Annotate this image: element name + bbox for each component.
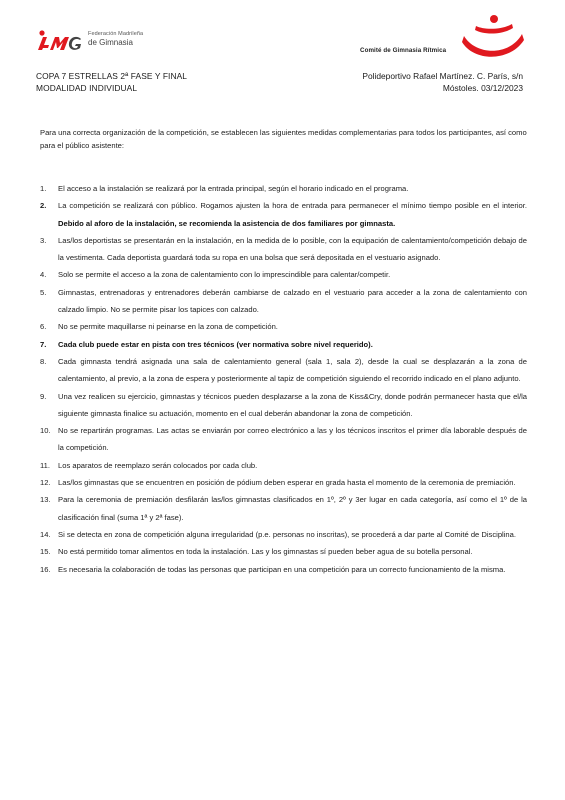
- org-name: de Gimnasia: [88, 38, 133, 47]
- list-item: 14. Si se detecta en zona de competición alguna irregularidad (p.e. personas no inscritas), se procederá a dar parte al Comité de Disciplina.: [40, 529, 516, 539]
- venue-date: Móstoles. 03/12/2023: [442, 83, 523, 93]
- event-info: [36, 70, 187, 94]
- intro-paragraph: Para una correcta organización de la competición, se establecen las siguientes medidas complementarias para todos los participantes, así como para el público asistente:: [40, 128, 527, 150]
- list-item: 1. El acceso a la instalación se realizará por la entrada principal, según el horario indicado en el programa.: [40, 184, 409, 193]
- org-subtitle: Federación Madrileña: [88, 31, 144, 37]
- committee-name: Comité de Gimnasia Rítmica: [360, 47, 447, 54]
- list-item: 5. Gimnastas, entrenadoras y entrenadores deberán cambiarse de calzado en el vestuario para acceder a la zona de calentamiento con calzado limpio. No se permite pisar los tapices con calzado.: [40, 287, 527, 315]
- list-item: 12. Las/los gimnastas que se encuentren en posición de pódium deben esperar en grada hasta el momento de la ceremonia de premiación.: [40, 478, 516, 488]
- list-item: 7. Cada club puede estar en pista con tres técnicos (ver normativa sobre nivel requerido).: [40, 339, 373, 349]
- fmg-logo-icon: [36, 28, 88, 56]
- list-item: 6. No se permite maquillarse ni peinarse en la zona de competición.: [40, 322, 278, 332]
- federation-logo: [36, 28, 146, 56]
- list-item: 2. La competición se realizará con público. Rogamos ajusten la hora de entrada para permanecer el mínimo tiempo posible en el interior. Debido al aforo de la instalación, se recomienda la asistencia de dos familiares por gimnasta.: [40, 201, 527, 228]
- event-title: COPA 7 ESTRELLAS 2ª FASE Y FINAL: [36, 71, 188, 81]
- list-item: 11. Los aparatos de reemplazo serán colocados por cada club.: [40, 460, 258, 470]
- list-item: 15. No está permitido tomar alimentos en toda la instalación. Las y los gimnastas sí pueden beber agua de su botella personal.: [40, 547, 473, 557]
- list-item: 4. Solo se permite el acceso a la zona de calentamiento con lo imprescindible para calentar/competir.: [40, 270, 391, 280]
- ribbon-gymnast-icon: [458, 14, 528, 60]
- list-item: 16. Es necesaria la colaboración de todas las personas que participan en una competición para un correcto funcionamiento de la misma.: [40, 564, 506, 574]
- list-item: 10. No se repartirán programas. Las actas se enviarán por correo electrónico a las y los técnicos inscritos el primer día laborable después de la competición.: [40, 426, 527, 453]
- list-item: 3. Las/los deportistas se presentarán en la instalación, en la medida de lo posible, con la equipación de calentamiento/competición debajo de la vestimenta. Cada deportista guardará toda su ropa en una bolsa que será depositada en el vestuario asignado.: [40, 235, 527, 263]
- rules-list: [40, 180, 527, 578]
- list-item: 8. Cada gimnasta tendrá asignada una sala de calentamiento general (sala 1, sala 2), desde la cual se desplazarán a la zona de calentamiento, al previo, a la zona de espera y posteriormente al tapiz de competición siguiendo el recorrido indicado en el plano adjunto.: [40, 356, 527, 384]
- list-item: 9. Una vez realicen su ejercicio, gimnastas y técnicos pueden desplazarse a la zona de Kiss&Cry, donde podrán permanecer hasta que el/la siguiente gimnasta finalice su actuación, momento en el cual deberán abandonar la zona de competición.: [40, 391, 527, 418]
- venue-address: Polideportivo Rafael Martínez. C. París, s/n: [362, 71, 523, 81]
- event-modality: MODALIDAD INDIVIDUAL: [36, 83, 138, 93]
- list-item: 13. Para la ceremonia de premiación desfilarán las/los gimnastas clasificados en 1º, 2º y 3er lugar en cada categoría, así como el 1º de la clasificación final (suma 1ª y 2ª fase).: [40, 495, 527, 522]
- rhythmic-committee-logo: [458, 14, 528, 60]
- venue-info: [362, 70, 523, 94]
